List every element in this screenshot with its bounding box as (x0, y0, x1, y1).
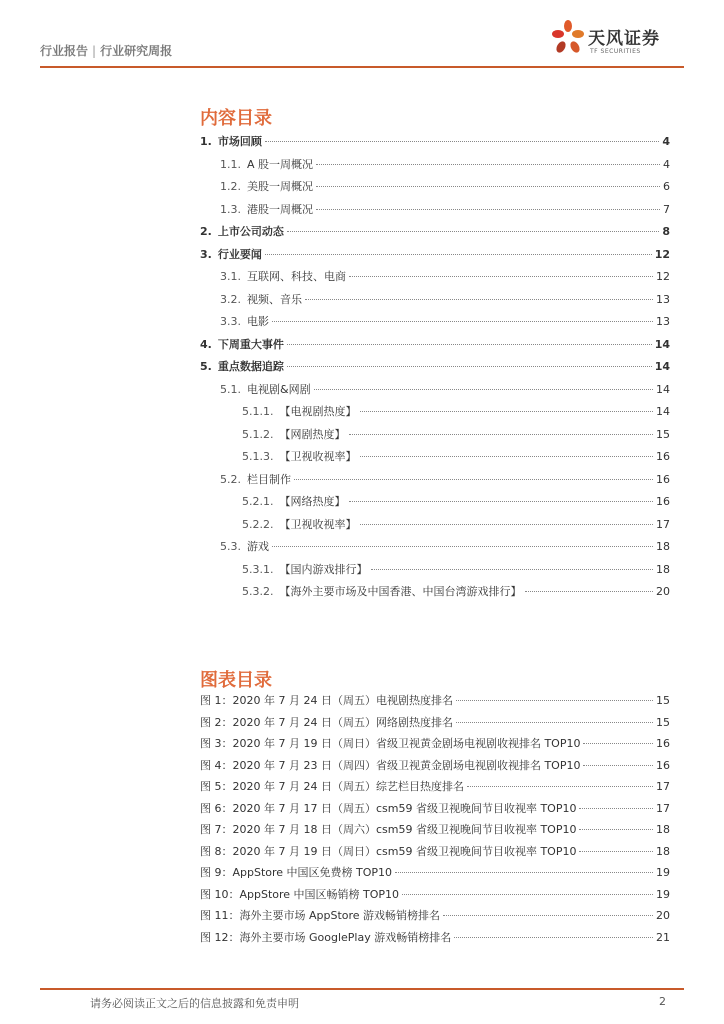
toc-entry-title: 市场回顾 (217, 135, 262, 148)
figure-entry[interactable] (200, 864, 670, 886)
toc-entry-page: 18 (656, 562, 670, 576)
header-divider (40, 66, 684, 68)
toc-entry-page: 14 (656, 405, 670, 418)
dot-leader (305, 299, 653, 300)
toc-entry-number: 1.3. (220, 202, 241, 216)
toc-entry[interactable] (200, 133, 670, 156)
dot-leader (272, 321, 653, 322)
dot-leader (294, 479, 653, 480)
dot-leader (360, 524, 654, 525)
figure-entry[interactable] (200, 821, 670, 843)
figure-entry-title: 图 6：2020 年 7 月 17 日（周五）csm59 省级卫视晚间节目收视率 TOP10 (200, 801, 577, 815)
toc-entry-title: 美股一周概况 (247, 180, 313, 193)
toc-entry[interactable] (200, 448, 670, 471)
toc-entry-title: 【卫视收视率】 (279, 450, 357, 463)
toc-entry-title: 行业要闻 (217, 247, 262, 261)
toc-entry-page: 14 (654, 360, 670, 373)
toc-entry-number: 5.3.1. (242, 562, 274, 576)
figure-entry-title: 图 7：2020 年 7 月 18 日（周六）csm59 省级卫视晚间节目收视率 TOP10 (200, 823, 577, 836)
toc-entry-number: 3.1. (220, 270, 241, 283)
toc-entry-title: 港股一周概况 (247, 202, 313, 216)
toc-entry[interactable] (200, 201, 670, 224)
toc-entry-number: 1.1. (220, 157, 241, 171)
figure-entry[interactable] (200, 843, 670, 865)
figure-entry[interactable] (200, 757, 670, 779)
toc-entry-number: 4. (200, 337, 212, 351)
toc-entry-title: 电视剧&网剧 (247, 382, 311, 396)
dot-leader (395, 872, 653, 873)
toc-entry-page: 6 (663, 180, 670, 193)
toc-entry[interactable] (200, 403, 670, 426)
toc-entry-number: 5.2.2. (242, 517, 274, 531)
flower-logo-icon (550, 18, 586, 58)
figures-title: 图表目录 (200, 670, 272, 691)
toc-entry-number: 2. (200, 225, 212, 238)
figure-entry[interactable] (200, 692, 670, 714)
toc-entry-title: A 股一周概况 (247, 157, 314, 171)
dot-leader (349, 434, 654, 435)
logo-text-en: TF SECURITIES (590, 48, 641, 55)
dot-leader (579, 829, 653, 830)
toc-entry-number: 3. (200, 247, 212, 261)
header-separator: | (92, 44, 97, 58)
toc-entry-title: 【电视剧热度】 (279, 405, 357, 418)
toc-entry[interactable] (200, 426, 670, 449)
toc-entry[interactable] (200, 583, 670, 606)
toc-entry-title: 【国内游戏排行】 (279, 562, 368, 576)
toc-entry[interactable] (200, 471, 670, 494)
page-number: 2 (659, 995, 666, 1008)
figure-entry-page: 17 (656, 780, 670, 793)
toc-entry-number: 5.2.1. (242, 495, 274, 508)
report-category: 行业报告 (40, 44, 89, 58)
dot-leader (402, 894, 653, 895)
toc-entry-page: 4 (663, 157, 670, 171)
dot-leader (360, 456, 654, 457)
toc-entry-page: 15 (656, 427, 670, 441)
report-subcategory: 行业研究周报 (100, 44, 173, 58)
toc-entry-page: 12 (654, 247, 670, 261)
figure-entry-title: 图 11：海外主要市场 AppStore 游戏畅销榜排名 (200, 909, 441, 922)
toc-entry[interactable] (200, 358, 670, 381)
toc-entry-title: 电影 (247, 315, 269, 328)
figure-entry-page: 15 (656, 694, 670, 707)
toc-entry-page: 13 (656, 292, 670, 306)
page-header (40, 0, 684, 68)
figure-entry[interactable] (200, 886, 670, 908)
toc-entry-title: 【卫视收视率】 (279, 517, 357, 531)
toc-entry[interactable] (200, 178, 670, 201)
figure-entry-title: 图 5：2020 年 7 月 24 日（周五）综艺栏目热度排名 (200, 780, 464, 793)
toc-entry[interactable] (200, 561, 670, 584)
figure-entry[interactable] (200, 714, 670, 736)
figure-entry-page: 18 (656, 844, 670, 858)
dot-leader (316, 209, 660, 210)
dot-leader (443, 915, 653, 916)
figure-entry-page: 19 (656, 887, 670, 901)
toc-entry[interactable] (200, 381, 670, 404)
toc-entry-title: 游戏 (247, 540, 269, 553)
dot-leader (360, 411, 654, 412)
toc-entry-number: 5.3. (220, 540, 241, 553)
figure-entry-title: 图 12：海外主要市场 GooglePlay 游戏畅销榜排名 (200, 930, 452, 944)
toc-entry-number: 3.3. (220, 315, 241, 328)
toc-entry-title: 【海外主要市场及中国香港、中国台湾游戏排行】 (279, 585, 522, 598)
toc-entry-page: 4 (662, 135, 670, 148)
dot-leader (371, 569, 654, 570)
toc-entry-number: 1.2. (220, 180, 241, 193)
figure-entry-title: 图 9：AppStore 中国区免费榜 TOP10 (200, 866, 393, 879)
toc-entry-number: 5.1.1. (242, 405, 274, 418)
toc-entry-page: 12 (656, 270, 670, 283)
toc-entry-number: 5.1.2. (242, 427, 274, 441)
toc-entry-title: 【网络热度】 (279, 495, 346, 508)
toc-entry-page: 20 (656, 585, 670, 598)
toc-entry[interactable] (200, 493, 670, 516)
toc-entry-page: 8 (662, 225, 670, 238)
dot-leader (454, 937, 653, 938)
figure-entry[interactable] (200, 800, 670, 822)
dot-leader (579, 851, 653, 852)
toc-entry[interactable] (200, 516, 670, 539)
figure-entry-title: 图 3：2020 年 7 月 19 日（周日）省级卫视黄金剧场电视剧收视排名 TOP10 (200, 737, 581, 750)
dot-leader (349, 276, 653, 277)
figure-entry-title: 图 8：2020 年 7 月 19 日（周日）csm59 省级卫视晚间节目收视率 TOP10 (200, 844, 577, 858)
table-of-contents (200, 133, 670, 606)
toc-entry-page: 16 (656, 495, 670, 508)
toc-entry-page: 7 (663, 202, 670, 216)
dot-leader (316, 164, 660, 165)
toc-entry-page: 18 (656, 540, 670, 553)
toc-entry[interactable] (200, 156, 670, 179)
figure-entry-title: 图 4：2020 年 7 月 23 日（周四）省级卫视黄金剧场电视剧收视排名 TOP10 (200, 758, 581, 772)
toc-entry-page: 13 (656, 315, 670, 328)
toc-entry-number: 5.3.2. (242, 585, 274, 598)
toc-entry-title: 【网剧热度】 (279, 427, 346, 441)
figure-entry-page: 16 (656, 758, 670, 772)
dot-leader (272, 546, 653, 547)
toc-entry-page: 14 (656, 382, 670, 396)
figure-entry-page: 15 (656, 715, 670, 729)
toc-entry-title: 下周重大事件 (217, 337, 284, 351)
toc-entry-number: 5. (200, 360, 212, 373)
figure-entry-title: 图 2：2020 年 7 月 24 日（周五）网络剧热度排名 (200, 715, 453, 729)
toc-entry[interactable] (200, 291, 670, 314)
toc-entry-number: 5.1.3. (242, 450, 274, 463)
figure-entry-title: 图 1：2020 年 7 月 24 日（周五）电视剧热度排名 (200, 694, 453, 707)
dot-leader (314, 389, 653, 390)
toc-entry[interactable] (200, 268, 670, 291)
toc-entry-title: 栏目制作 (247, 472, 291, 486)
figure-entry-page: 17 (656, 801, 670, 815)
toc-entry-title: 重点数据追踪 (217, 360, 284, 373)
toc-entry[interactable] (200, 313, 670, 336)
dot-leader (287, 366, 652, 367)
toc-entry-title: 视频、音乐 (247, 292, 302, 306)
dot-leader (456, 700, 653, 701)
dot-leader (287, 231, 660, 232)
dot-leader (579, 808, 653, 809)
figure-list (200, 692, 670, 950)
toc-entry-page: 14 (654, 337, 670, 351)
figure-entry[interactable] (200, 907, 670, 929)
toc-entry[interactable] (200, 336, 670, 359)
figure-entry-page: 18 (656, 823, 670, 836)
toc-entry[interactable] (200, 538, 670, 561)
report-type (40, 42, 172, 59)
toc-title: 内容目录 (200, 108, 272, 129)
toc-entry-page: 16 (656, 450, 670, 463)
toc-entry-number: 5.2. (220, 472, 241, 486)
figure-entry-title: 图 10：AppStore 中国区畅销榜 TOP10 (200, 887, 400, 901)
toc-entry-page: 16 (656, 472, 670, 486)
dot-leader (265, 254, 652, 255)
figure-entry-page: 20 (656, 909, 670, 922)
dot-leader (467, 786, 653, 787)
footer-disclaimer: 请务必阅读正文之后的信息披露和免责申明 (90, 997, 299, 1010)
dot-leader (316, 186, 660, 187)
figure-entry[interactable] (200, 929, 670, 951)
dot-leader (525, 591, 654, 592)
figure-entry[interactable] (200, 735, 670, 757)
dot-leader (583, 743, 653, 744)
toc-entry[interactable] (200, 246, 670, 269)
logo-text-cn: 天风证券 (588, 29, 660, 49)
dot-leader (265, 141, 660, 142)
figure-entry-page: 19 (656, 866, 670, 879)
toc-entry-page: 17 (656, 517, 670, 531)
dot-leader (456, 722, 653, 723)
figure-entry-page: 21 (656, 930, 670, 944)
figure-entry-page: 16 (656, 737, 670, 750)
toc-entry-number: 5.1. (220, 382, 241, 396)
toc-entry-title: 上市公司动态 (217, 225, 284, 238)
dot-leader (583, 765, 653, 766)
figure-entry[interactable] (200, 778, 670, 800)
tf-securities-logo (544, 18, 684, 64)
toc-entry-title: 互联网、科技、电商 (247, 270, 346, 283)
footer-divider (40, 988, 684, 990)
dot-leader (349, 501, 654, 502)
toc-entry[interactable] (200, 223, 670, 246)
dot-leader (287, 344, 652, 345)
toc-entry-number: 1. (200, 135, 212, 148)
toc-entry-number: 3.2. (220, 292, 241, 306)
